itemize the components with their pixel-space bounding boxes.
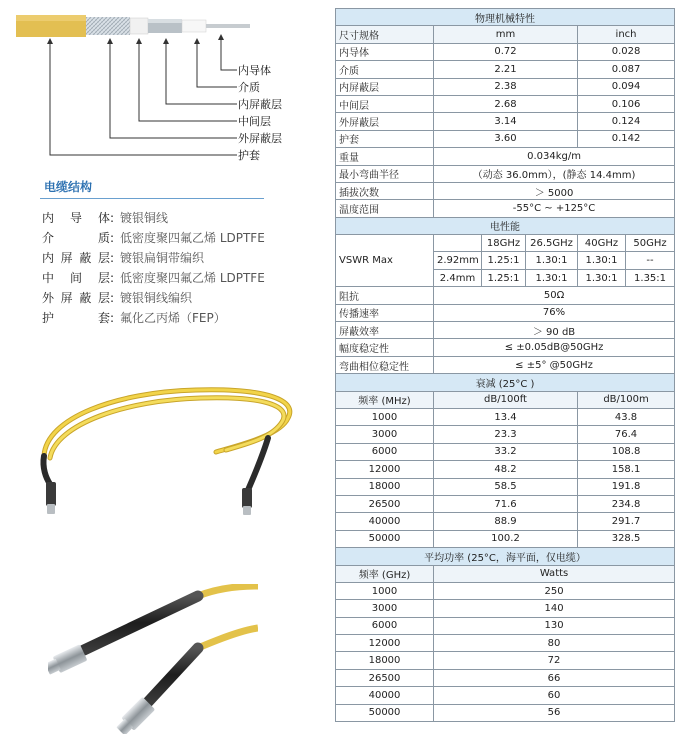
table-row [336,322,675,339]
table-cell: 2.21 [434,61,578,78]
table-cell: 23.3 [434,426,578,443]
layer-label-intermediate: 中间层 [238,115,271,128]
structure-row [42,208,265,228]
table-row [336,148,675,165]
vswr-value: 1.30:1 [526,269,578,286]
table-cell: 40000 [336,687,434,704]
vswr-value: 1.35:1 [626,269,675,286]
attenuation-title-row [336,374,675,391]
table-cell: 3000 [336,426,434,443]
structure-colon: : [110,291,115,305]
table-row [336,652,675,669]
mechanical-header-row [336,26,675,43]
table-row [336,600,675,617]
table-cell: 88.9 [434,513,578,530]
header-cell: 频率 (MHz) [336,391,434,408]
table-row [336,495,675,512]
table-row [336,356,675,373]
header-cell: 频率 (GHz) [336,565,434,582]
table-row [336,687,675,704]
table-cell: 71.6 [434,495,578,512]
header-cell: dB/100m [578,391,675,408]
table-cell: 56 [434,704,675,721]
row-label: 重量 [336,148,434,165]
table-cell: 3.14 [434,113,578,130]
coiled-cable-photo [36,378,302,518]
table-cell: 48.2 [434,461,578,478]
structure-colon: : [110,211,115,225]
row-label: 内屏蔽层 [336,78,434,95]
vswr-connector: 2.4mm [434,269,482,286]
header-cell: inch [578,26,675,43]
layer-label-inner-shield: 内屏蔽层 [238,98,282,111]
vswr-value: 1.25:1 [482,252,526,269]
table-cell: 0.142 [578,130,675,147]
table-cell: 0.72 [434,43,578,60]
table-cell: 72 [434,652,675,669]
table-cell: 140 [434,600,675,617]
table-cell: 60 [434,687,675,704]
row-label: 中间层 [336,95,434,112]
table-cell: 80 [434,635,675,652]
row-label: 内导体 [336,43,434,60]
table-row [336,287,675,304]
mechanical-title: 物理机械特性 [336,9,675,26]
table-cell: 50000 [336,530,434,547]
table-row [336,408,675,425]
structure-value: 氟化乙丙烯（FEP） [120,311,226,325]
table-cell: -55°C ~ +125°C [434,200,675,217]
structure-colon: : [110,231,115,245]
structure-key: 内导体 [42,211,110,225]
row-label: 护套 [336,130,434,147]
attenuation-header-row [336,391,675,408]
header-cell: mm [434,26,578,43]
table-cell: 58.5 [434,478,578,495]
vswr-header-row [336,235,675,252]
table-cell: 12000 [336,635,434,652]
vswr-value: -- [626,252,675,269]
row-label: 屏蔽效率 [336,322,434,339]
row-label: 温度范围 [336,200,434,217]
power-title-row [336,548,675,565]
structure-value: 低密度聚四氟乙烯 LDPTFE [120,271,265,285]
structure-key: 护套 [42,311,110,325]
table-cell: 76.4 [578,426,675,443]
vswr-value: 1.30:1 [526,252,578,269]
cable-structure-list [42,208,265,328]
table-row [336,113,675,130]
table-row [336,513,675,530]
table-cell: ≤ ±5° @50GHz [434,356,675,373]
attenuation-title: 衰减 (25°C ) [336,374,675,391]
table-cell: 0.034kg/m [434,148,675,165]
row-label: 传播速率 [336,304,434,321]
table-cell: 100.2 [434,530,578,547]
layer-label-outer-shield: 外屏蔽层 [238,132,282,145]
table-cell: 2.38 [434,78,578,95]
table-cell: 6000 [336,617,434,634]
power-header-row [336,565,675,582]
table-row [336,95,675,112]
table-row [336,182,675,199]
table-cell: 43.8 [578,408,675,425]
layer-label-dielectric: 介质 [238,81,260,94]
vswr-value: 1.30:1 [578,252,626,269]
table-row [336,130,675,147]
structure-colon: : [110,311,115,325]
table-cell: 50000 [336,704,434,721]
table-cell: 0.124 [578,113,675,130]
structure-row [42,268,265,288]
table-cell: 1000 [336,582,434,599]
structure-colon: : [110,251,115,265]
cable-structure-title: 电缆结构 [44,180,93,194]
structure-row [42,248,265,268]
structure-value: 镀银扁铜带编织 [120,251,205,265]
row-label: 外屏蔽层 [336,113,434,130]
table-cell: ＞ 5000 [434,182,675,199]
structure-row [42,288,265,308]
spec-table [335,8,675,722]
table-cell: 158.1 [578,461,675,478]
vswr-freq: 26.5GHz [526,235,578,252]
row-label: 幅度稳定性 [336,339,434,356]
table-row [336,582,675,599]
table-cell: 130 [434,617,675,634]
structure-value: 镀银铜线 [120,211,169,225]
table-row [336,61,675,78]
table-row [336,443,675,460]
header-cell: Watts [434,565,675,582]
table-cell: 108.8 [578,443,675,460]
table-row [336,617,675,634]
vswr-freq: 40GHz [578,235,626,252]
table-row [336,635,675,652]
table-cell: 18000 [336,652,434,669]
table-cell: 50Ω [434,287,675,304]
table-cell: 18000 [336,478,434,495]
power-title: 平均功率 (25°C，海平面，仅电缆） [336,548,675,565]
table-cell: 12000 [336,461,434,478]
table-cell: 2.68 [434,95,578,112]
left-panel [0,0,330,748]
row-label: 最小弯曲半径 [336,165,434,182]
table-cell: ≤ ±0.05dB@50GHz [434,339,675,356]
vswr-label: VSWR Max [336,235,434,287]
table-row [336,200,675,217]
table-cell: 66 [434,669,675,686]
table-row [336,669,675,686]
table-cell: 0.028 [578,43,675,60]
table-cell: 6000 [336,443,434,460]
vswr-corner-cell [434,235,482,252]
table-row [336,339,675,356]
cable-closeup-photo [48,584,258,734]
vswr-connector: 2.92mm [434,252,482,269]
table-cell: 250 [434,582,675,599]
table-cell: 76% [434,304,675,321]
row-label: 插拔次数 [336,182,434,199]
structure-key: 介质 [42,231,110,245]
table-row [336,43,675,60]
table-cell: 33.2 [434,443,578,460]
table-cell: 191.8 [578,478,675,495]
vswr-value: 1.30:1 [578,269,626,286]
structure-value: 镀银铜线编织 [120,291,193,305]
vswr-freq: 18GHz [482,235,526,252]
structure-value: 低密度聚四氟乙烯 LDPTFE [120,231,265,245]
table-cell: 291.7 [578,513,675,530]
table-row [336,426,675,443]
table-row [336,461,675,478]
table-row [336,78,675,95]
title-divider [40,198,264,199]
table-row [336,478,675,495]
row-label: 介质 [336,61,434,78]
structure-row [42,228,265,248]
mechanical-title-row [336,9,675,26]
table-row [336,304,675,321]
table-cell: （动态 36.0mm），(静态 14.4mm) [434,165,675,182]
table-cell: 26500 [336,669,434,686]
vswr-freq: 50GHz [626,235,675,252]
structure-key: 中间层 [42,271,110,285]
structure-row [42,308,265,328]
table-cell: 3000 [336,600,434,617]
table-cell: 0.094 [578,78,675,95]
row-label: 阻抗 [336,287,434,304]
table-cell: 1000 [336,408,434,425]
layer-label-inner-conductor: 内导体 [238,64,271,77]
table-cell: ＞ 90 dB [434,322,675,339]
table-cell: 40000 [336,513,434,530]
structure-key: 外屏蔽层 [42,291,110,305]
table-cell: 0.106 [578,95,675,112]
electrical-title: 电性能 [336,217,675,234]
structure-key: 内屏蔽层 [42,251,110,265]
table-cell: 26500 [336,495,434,512]
layer-label-jacket: 护套 [238,149,260,162]
table-row [336,165,675,182]
table-row [336,530,675,547]
vswr-value: 1.25:1 [482,269,526,286]
table-cell: 234.8 [578,495,675,512]
table-cell: 328.5 [578,530,675,547]
structure-colon: : [110,271,115,285]
header-cell: 尺寸规格 [336,26,434,43]
header-cell: dB/100ft [434,391,578,408]
electrical-title-row [336,217,675,234]
row-label: 弯曲相位稳定性 [336,356,434,373]
table-cell: 0.087 [578,61,675,78]
table-cell: 3.60 [434,130,578,147]
table-cell: 13.4 [434,408,578,425]
table-row [336,704,675,721]
